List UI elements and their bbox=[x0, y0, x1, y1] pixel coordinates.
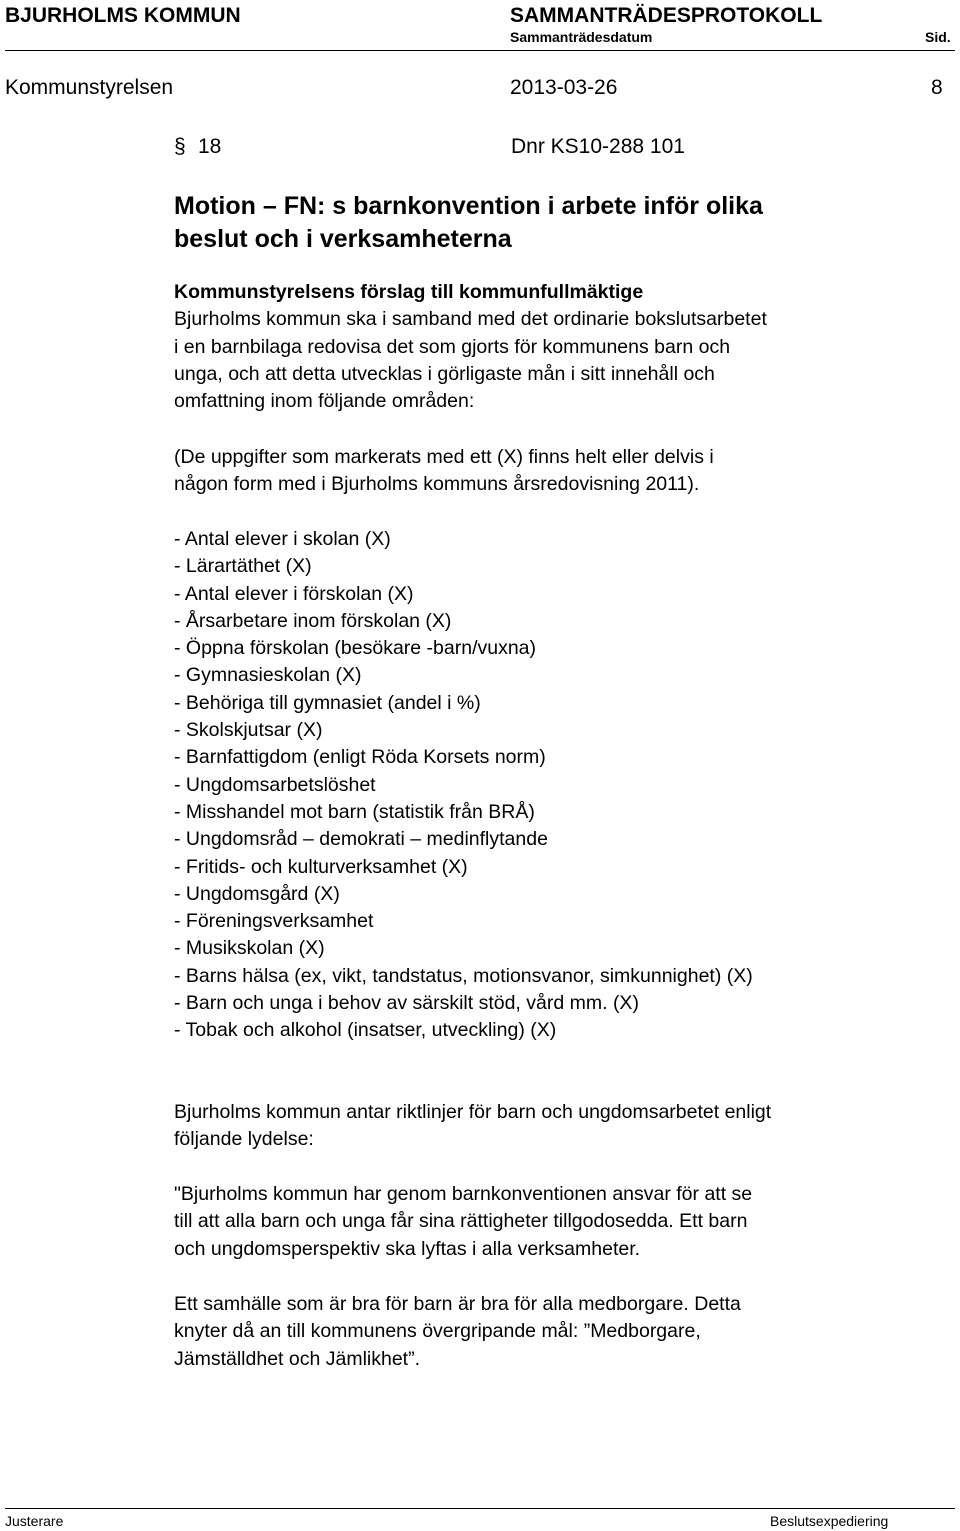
paragraph-number bbox=[174, 135, 221, 159]
list-item: - Ungdomsråd – demokrati – medinflytande bbox=[174, 828, 548, 851]
list-item: - Behöriga till gymnasiet (andel i %) bbox=[174, 691, 481, 714]
page-number: 8 bbox=[931, 76, 943, 99]
footer-divider bbox=[5, 1508, 955, 1509]
closing-line: Ett samhälle som är bra för barn är bra för alla medborgare. Detta bbox=[174, 1293, 741, 1315]
guidelines-line: Bjurholms kommun antar riktlinjer för barn och ungdomsarbetet enligt bbox=[174, 1101, 772, 1123]
list-item: - Ungdomsarbetslöshet bbox=[174, 773, 376, 796]
document-type: SAMMANTRÄDESPROTOKOLL bbox=[510, 4, 823, 27]
quote-line: till att alla barn och unga får sina rättigheter tillgodosedda. Ett barn bbox=[174, 1210, 748, 1233]
note-line: någon form med i Bjurholms kommuns årsredovisning 2011). bbox=[174, 473, 700, 496]
closing-paragraph bbox=[174, 1291, 741, 1373]
quote-line: och ungdomsperspektiv ska lyftas i alla verksamheter. bbox=[174, 1237, 641, 1260]
guidelines-quote bbox=[174, 1181, 752, 1263]
header-divider bbox=[5, 50, 955, 51]
areas-list bbox=[174, 526, 753, 1045]
section-title-line: Motion – FN: s barnkonvention i arbete inför olika bbox=[174, 192, 763, 220]
footer-dispatch-label: Beslutsexpediering bbox=[770, 1513, 889, 1529]
meeting-date: 2013-03-26 bbox=[510, 76, 618, 99]
proposal-line: i en barnbilaga redovisa det som gjorts för kommunens barn och bbox=[174, 335, 731, 358]
list-item: - Musikskolan (X) bbox=[174, 937, 325, 960]
list-item: - Årsarbetare inom förskolan (X) bbox=[174, 609, 452, 632]
list-item: - Antal elever i förskolan (X) bbox=[174, 582, 414, 605]
section-title bbox=[174, 190, 763, 256]
list-item: - Misshandel mot barn (statistik från BRÅ) bbox=[174, 800, 535, 823]
paragraph-number-value: 18 bbox=[198, 135, 222, 158]
closing-line: Jämställdhet och Jämlikhet”. bbox=[174, 1347, 421, 1370]
diary-number: Dnr KS10-288 101 bbox=[511, 135, 685, 158]
list-item: - Lärartäthet (X) bbox=[174, 555, 312, 578]
proposal-block bbox=[174, 279, 767, 415]
list-item: - Öppna förskolan (besökare -barn/vuxna) bbox=[174, 637, 537, 660]
note-block bbox=[174, 444, 714, 499]
paragraph-symbol: § bbox=[174, 135, 186, 158]
list-item: - Ungdomsgård (X) bbox=[174, 882, 340, 905]
quote-line: "Bjurholms kommun har genom barnkonventionen ansvar för att se bbox=[174, 1183, 753, 1205]
list-item: - Fritids- och kulturverksamhet (X) bbox=[174, 855, 468, 878]
list-item: - Antal elever i skolan (X) bbox=[174, 528, 391, 550]
proposal-heading: Kommunstyrelsens förslag till kommunfullmäktige bbox=[174, 281, 644, 303]
proposal-line: Bjurholms kommun ska i samband med det ordinarie bokslutsarbetet bbox=[174, 308, 767, 331]
list-item: - Tobak och alkohol (insatser, utveckling) (X) bbox=[174, 1019, 557, 1042]
note-line: (De uppgifter som markerats med ett (X) finns helt eller delvis i bbox=[174, 446, 714, 468]
section-title-line: beslut och i verksamheterna bbox=[174, 225, 512, 253]
list-item: - Skolskjutsar (X) bbox=[174, 719, 323, 742]
guidelines-line: följande lydelse: bbox=[174, 1128, 314, 1151]
page-label: Sid. bbox=[925, 29, 951, 45]
proposal-line: omfattning inom följande områden: bbox=[174, 390, 475, 413]
list-item: - Barnfattigdom (enligt Röda Korsets norm) bbox=[174, 746, 546, 769]
meeting-date-label: Sammanträdesdatum bbox=[510, 29, 653, 45]
footer-adjuster-label: Justerare bbox=[5, 1513, 64, 1529]
list-item: - Barn och unga i behov av särskilt stöd, vård mm. (X) bbox=[174, 992, 639, 1015]
committee-name: Kommunstyrelsen bbox=[5, 76, 174, 99]
organization-name: BJURHOLMS KOMMUN bbox=[5, 4, 241, 27]
list-item: - Föreningsverksamhet bbox=[174, 910, 374, 933]
list-item: - Gymnasieskolan (X) bbox=[174, 664, 362, 687]
closing-line: knyter då an till kommunens övergripande mål: ”Medborgare, bbox=[174, 1320, 701, 1343]
list-item: - Barns hälsa (ex, vikt, tandstatus, motionsvanor, simkunnighet) (X) bbox=[174, 964, 753, 987]
proposal-line: unga, och att detta utvecklas i görligaste mån i sitt innehåll och bbox=[174, 362, 715, 385]
guidelines-intro bbox=[174, 1099, 771, 1154]
